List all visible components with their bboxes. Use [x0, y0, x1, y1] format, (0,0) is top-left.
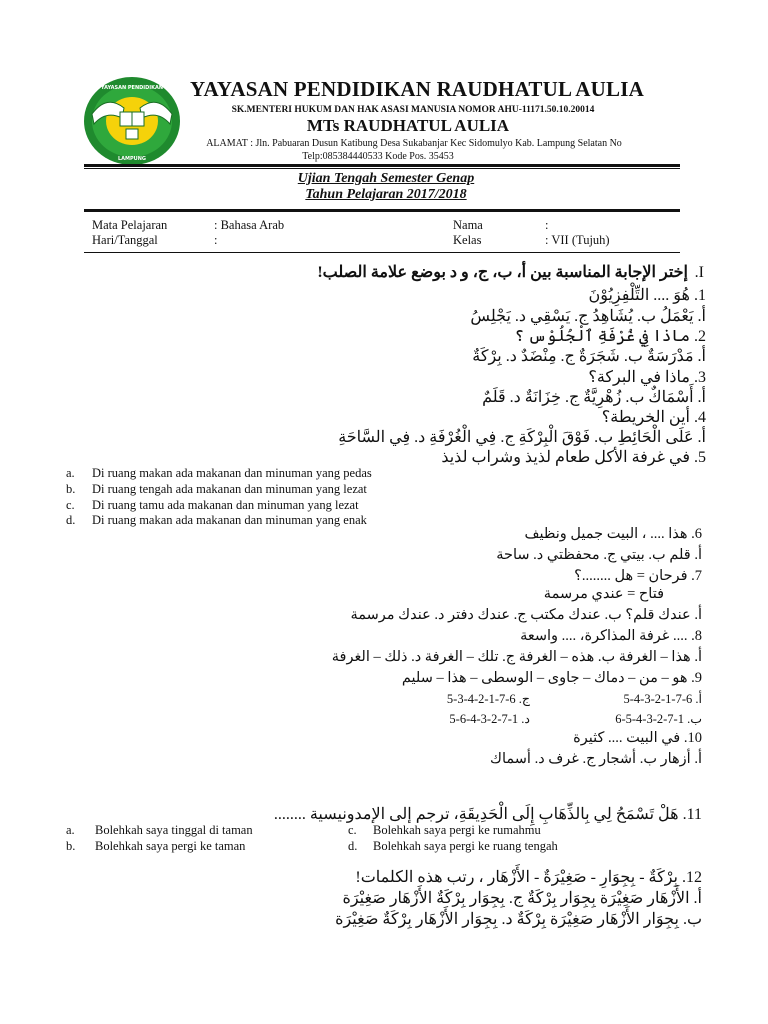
header-divider-thin	[84, 168, 680, 169]
school-name: MTs RAUDHATUL AULIA	[306, 116, 510, 135]
question-line: 11. هَلْ تَسْمَحُ لِي بِالذِّهَابِ إِلَى الْحَدِيقَةِ، ترجم إلى الإمدونيسية ........	[273, 806, 702, 823]
options-line: أ. الأَزْهَار صَغِيْرَة بِجِوَار بِرْكَةٌ ج. بِجِوَار بِرْكَةٌ الأَزْهَار صَغِيْرَة	[342, 890, 702, 907]
options-line: أ. أزهار ب. أشجار ج. غرف د. أسماك	[490, 751, 702, 767]
question-line: 10. في البيت .... كثيرة	[573, 730, 702, 746]
exam-year: Tahun Pelajaran 2017/2018	[305, 187, 467, 202]
question-line: 12. بِرْكَةٌ - بِجِوَارِ - صَغِيْرَةٌ - الأَزْهَار ، رتب هذه الكلمات!	[355, 869, 702, 886]
class-value: : VII (Tujuh)	[545, 233, 610, 247]
exam-title: Ujian Tengah Semester Genap	[297, 171, 475, 186]
question-line: 5. في غرفة الأكل طعام لذيذ وشراب لذيذ	[441, 449, 706, 466]
question-line: 2. ماذا فِي غُرْفَةِ ٱلْجُلُوْس ؟	[514, 328, 706, 345]
option-c: ج. 6-7-1-2-4-3-5	[446, 692, 530, 706]
option-text: Di ruang tengah ada makanan dan minuman yang lezat	[92, 482, 367, 496]
option-letter: b.	[66, 839, 76, 853]
question-line: 1. هُوَ .... التِّلْفِزِيُوْنَ	[588, 287, 706, 304]
subject-value: : Bahasa Arab	[214, 218, 285, 232]
name-label: Nama	[453, 218, 483, 232]
info-bottom-rule	[84, 252, 680, 253]
options-line: أ. قلم ب. بيتي ج. محفظتي د. ساحة	[496, 547, 702, 563]
option-letter: d.	[66, 513, 76, 527]
dialog-line: فتاح = عندي مرسمة	[543, 586, 664, 602]
date-value: :	[214, 233, 218, 247]
decree-line: SK.MENTERI HUKUM DAN HAK ASASI MANUSIA NOMOR AHU-11171.50.10.20014	[231, 105, 595, 115]
option-d: د. 1-7-2-3-4-6-5	[449, 712, 530, 726]
option-letter: a.	[66, 466, 75, 480]
option-text: Bolehkah saya pergi ke ruang tengah	[373, 839, 558, 853]
option-letter: c.	[348, 823, 357, 837]
options-line: ب. بِجِوَار الأَزْهَار صَغِيْرَة بِرْكَةٌ د. بِجِوَار الأَزْهَار بِرْكَةٌ صَغِيْرَة	[335, 911, 702, 928]
option-text: Di ruang tamu ada makanan dan minuman yang lezat	[92, 498, 359, 512]
school-logo	[82, 74, 182, 168]
option-letter: d.	[348, 839, 358, 853]
address-line: ALAMAT : Jln. Pabuaran Dusun Katibung Desa Sukabanjar Kec Sidomulyo Kab. Lampung Selatan No	[206, 138, 622, 149]
class-label: Kelas	[453, 233, 482, 247]
svg-text:YAYASAN PENDIDIKAN: YAYASAN PENDIDIKAN	[100, 85, 164, 91]
foundation-name: YAYASAN PENDIDIKAN RAUDHATUL AULIA	[190, 77, 644, 101]
section-instruction: إختر الإجابة المناسبة بين أ، ب، ج، و د بوضع علامة الصلب!	[317, 264, 688, 281]
options-line: أ. عَلَى الْحَائِطِ ب. فَوْقَ الْبِرْكَةِ ج. فِي الْغُرْفَةِ د. فِي السَّاحَةِ	[338, 429, 706, 446]
info-top-rule	[84, 209, 680, 212]
question-line: 6. هذا .... ، البيت جميل ونظيف	[524, 526, 702, 542]
question-line: 7. فرحان = هل ........؟	[574, 568, 702, 584]
question-line: 8. .... غرفة المذاكرة، .... واسعة	[520, 628, 702, 644]
options-line: أ. أَسْمَاكٌ ب. زُهْرِيَّةٌ ج. خِزَانَةٌ د. قَلَمٌ	[482, 389, 706, 406]
option-text: Bolehkah saya tinggal di taman	[95, 823, 253, 837]
option-letter: c.	[66, 498, 75, 512]
phone-line: Telp:085384440533 Kode Pos. 35453	[302, 151, 454, 162]
option-text: Bolehkah saya pergi ke taman	[95, 839, 246, 853]
options-line: أ. مَدْرَسَةٌ ب. شَجَرَةٌ ج. مِنْضَدٌ د. بِرْكَةٌ	[472, 348, 706, 365]
date-label: Hari/Tanggal	[92, 233, 158, 247]
options-line: أ. هذا – الغرفة ب. هذه – الغرفة ج. تلك – الغرفة د. ذلك – الغرفة	[331, 649, 702, 665]
option-text: Bolehkah saya pergi ke rumahmu	[373, 823, 541, 837]
logo-bottom-text: LAMPUNG	[117, 156, 147, 162]
option-a: أ. 6-7-1-2-3-4-5	[623, 692, 702, 706]
option-letter: b.	[66, 482, 76, 496]
options-line: أ. عندك قلم؟ ب. عندك مكتب ج. عندك دفتر د. عندك مرسمة	[350, 607, 702, 623]
option-b: ب. 1-7-2-3-4-5-6	[615, 712, 702, 726]
question-line: 3. ماذا في البركة؟	[588, 369, 706, 386]
subject-label: Mata Pelajaran	[92, 218, 168, 232]
options-line: أ. يَعْمَلُ ب. يُشَاهِدُ ج. يَسْقِي د. يَجْلِسُ	[470, 308, 706, 325]
option-text: Di ruang makan ada makanan dan minuman yang pedas	[92, 466, 372, 480]
section-number: .I	[694, 264, 704, 281]
option-text: Di ruang makan ada makanan dan minuman yang enak	[92, 513, 367, 527]
question-line: 4. أين الخريطة؟	[601, 409, 706, 426]
question-line: 9. هو – من – دماك – جاوى – الوسطى – هذا – سليم	[401, 670, 702, 686]
option-letter: a.	[66, 823, 75, 837]
name-value: :	[545, 218, 549, 232]
header-divider	[84, 164, 680, 167]
